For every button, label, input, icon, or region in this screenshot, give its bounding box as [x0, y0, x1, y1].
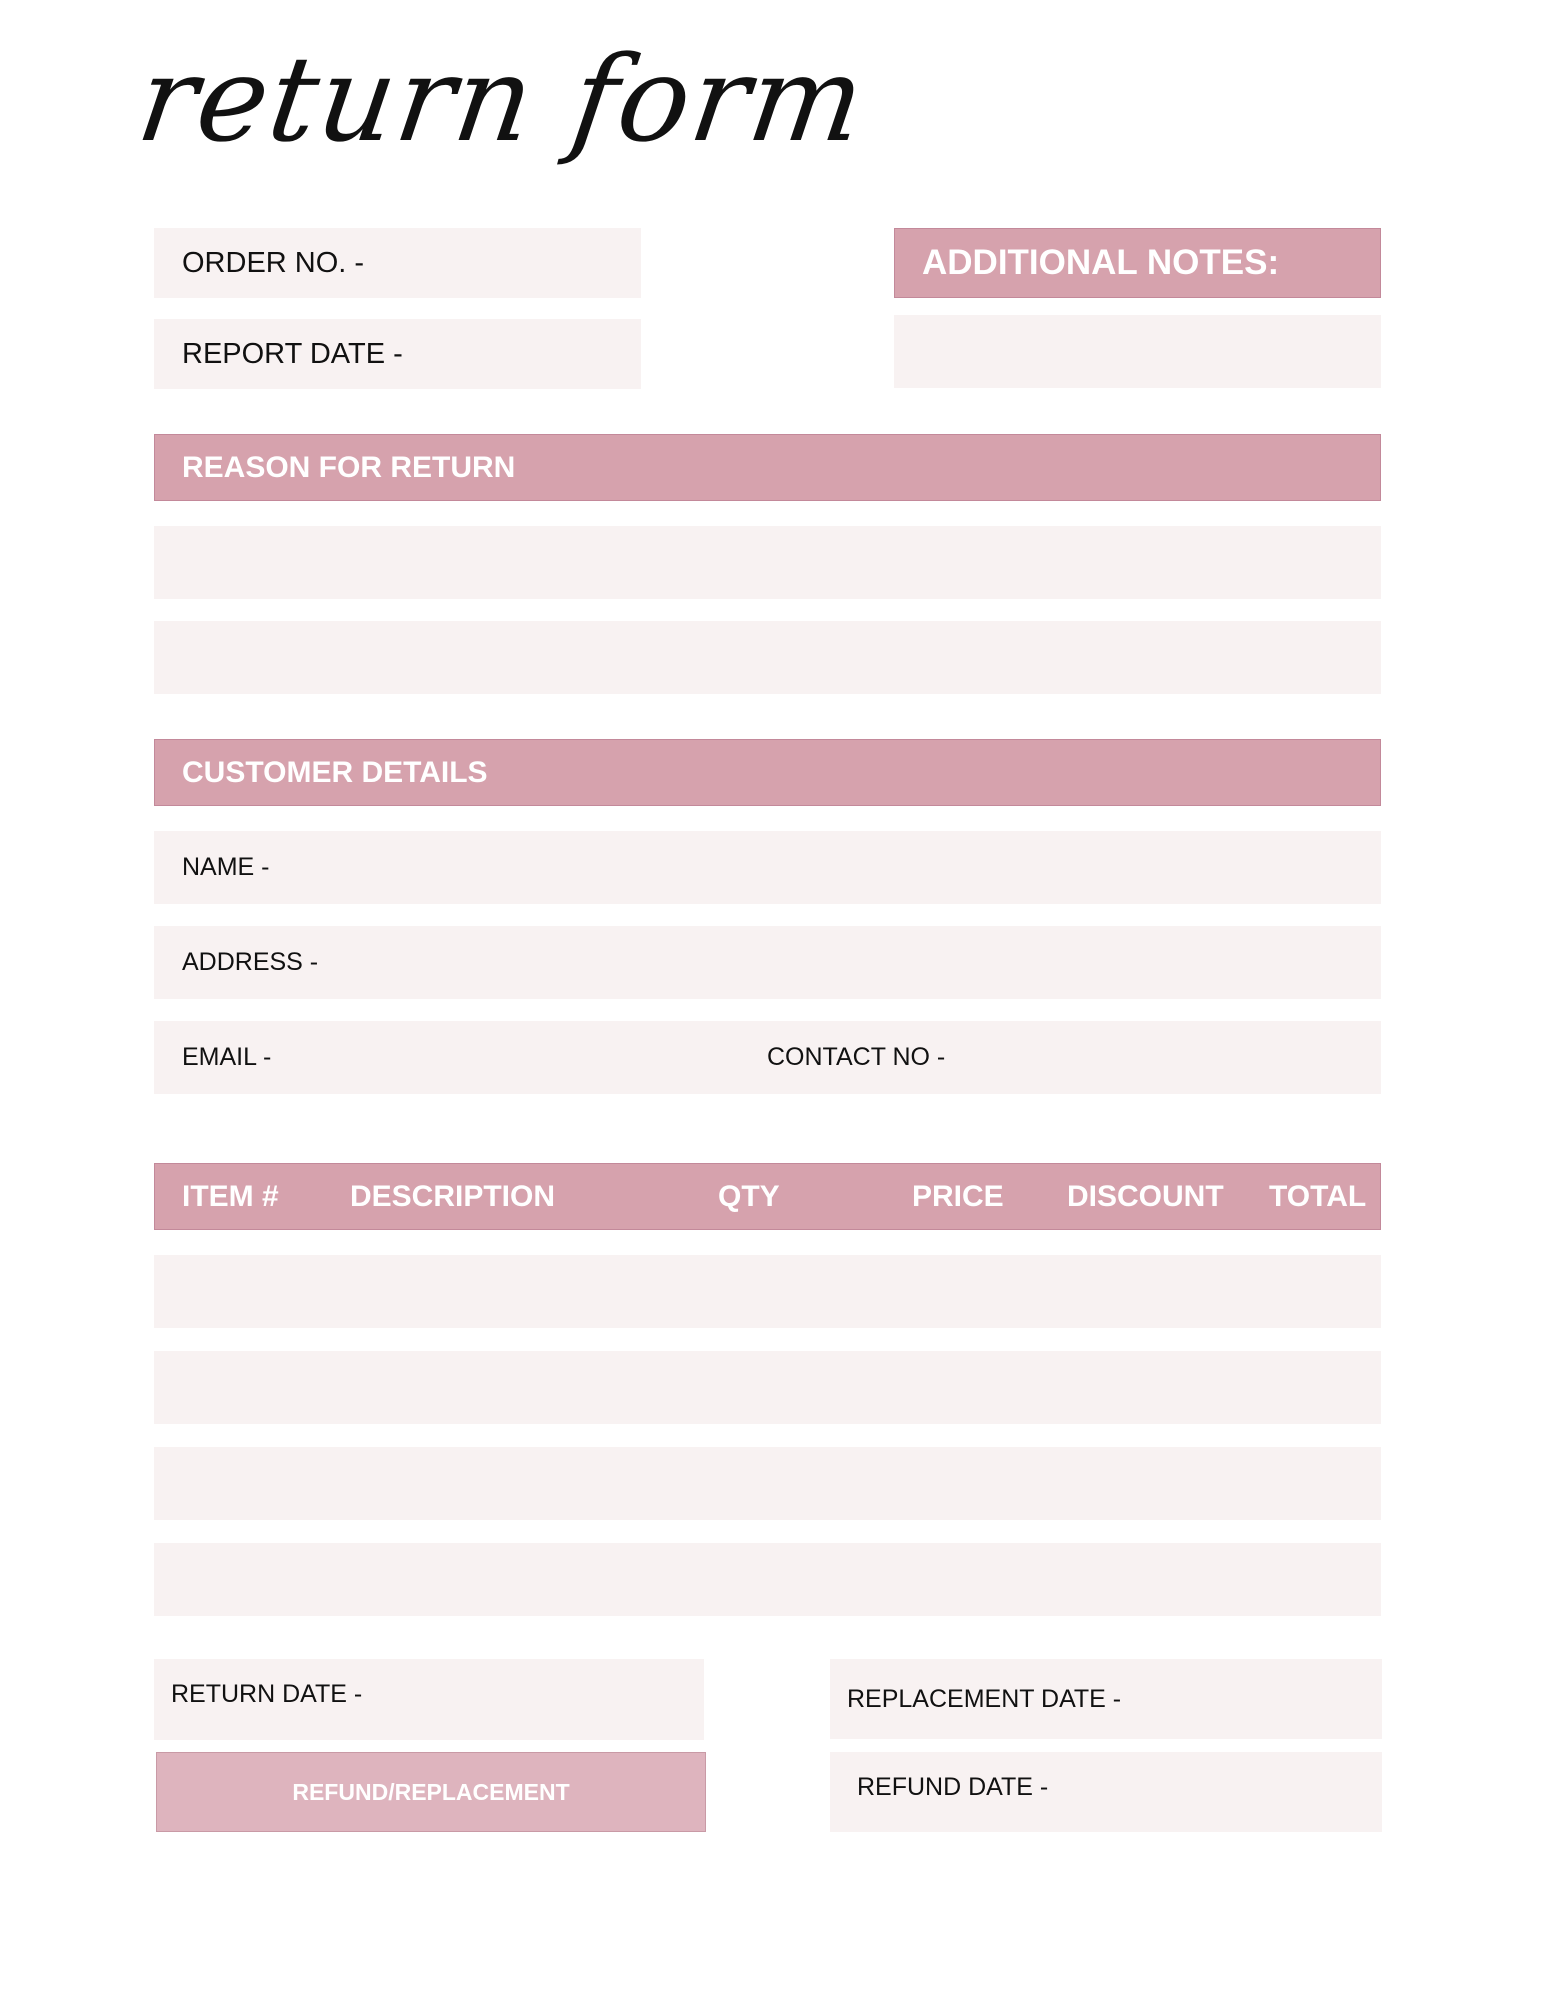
- items-table-header: [154, 1163, 1381, 1230]
- customer-address-field[interactable]: [154, 926, 1381, 999]
- column-header-description: DESCRIPTION: [350, 1179, 556, 1213]
- column-header-item-number: ITEM #: [182, 1179, 279, 1213]
- customer-name-field[interactable]: [154, 831, 1381, 904]
- refund-replacement-button[interactable]: [156, 1752, 706, 1832]
- customer-name-label: NAME -: [182, 853, 270, 881]
- return-date-label: RETURN DATE -: [171, 1680, 363, 1708]
- additional-notes-header: [894, 228, 1381, 298]
- additional-notes-label: ADDITIONAL NOTES:: [922, 243, 1280, 282]
- customer-address-label: ADDRESS -: [182, 948, 319, 976]
- customer-email-label: EMAIL -: [182, 1043, 272, 1071]
- additional-notes-field[interactable]: [894, 315, 1381, 388]
- refund-date-label: REFUND DATE -: [857, 1773, 1049, 1801]
- refund-date-field[interactable]: [830, 1752, 1382, 1832]
- item-row-3[interactable]: [154, 1447, 1381, 1520]
- customer-details-header: [154, 739, 1381, 806]
- report-date-field[interactable]: [154, 319, 641, 389]
- reason-for-return-header: [154, 434, 1381, 501]
- item-row-4[interactable]: [154, 1543, 1381, 1616]
- reason-line-1[interactable]: [154, 526, 1381, 599]
- refund-replacement-label: REFUND/REPLACEMENT: [292, 1778, 570, 1805]
- item-row-2[interactable]: [154, 1351, 1381, 1424]
- customer-contact-label: CONTACT NO -: [767, 1043, 946, 1071]
- reason-line-2[interactable]: [154, 621, 1381, 694]
- report-date-label: REPORT DATE -: [182, 337, 403, 370]
- page-title: return form: [130, 30, 875, 168]
- customer-email-contact-row[interactable]: [154, 1021, 1381, 1094]
- customer-details-label: CUSTOMER DETAILS: [182, 755, 488, 789]
- reason-for-return-label: REASON FOR RETURN: [182, 450, 516, 484]
- replacement-date-field[interactable]: [830, 1659, 1382, 1739]
- item-row-1[interactable]: [154, 1255, 1381, 1328]
- column-header-discount: DISCOUNT: [1067, 1179, 1224, 1213]
- column-header-total: TOTAL: [1269, 1179, 1367, 1213]
- order-number-label: ORDER NO. -: [182, 246, 365, 279]
- replacement-date-label: REPLACEMENT DATE -: [847, 1684, 1122, 1713]
- order-number-field[interactable]: [154, 228, 641, 298]
- return-date-field[interactable]: [154, 1659, 704, 1740]
- column-header-price: PRICE: [912, 1179, 1004, 1213]
- column-header-qty: QTY: [718, 1179, 780, 1213]
